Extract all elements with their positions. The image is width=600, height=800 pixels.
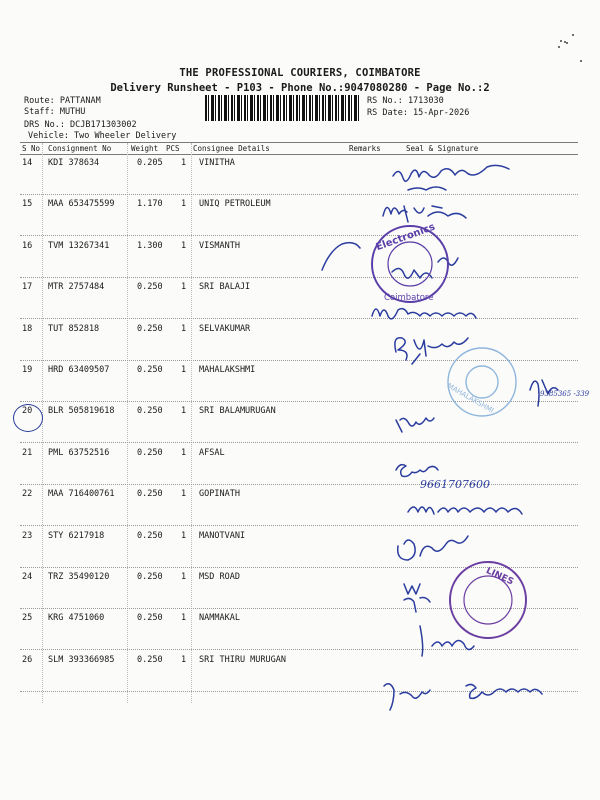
signature-row-15 xyxy=(383,206,466,222)
signature-row-23 xyxy=(398,536,468,560)
row-sno: 23 xyxy=(22,531,33,541)
row-consignee: VINITHA xyxy=(199,158,235,168)
row-pcs: 1 xyxy=(181,158,187,168)
row-sno: 22 xyxy=(22,489,33,499)
vehicle-field: Vehicle: Two Wheeler Delivery xyxy=(28,131,177,141)
row-pcs: 1 xyxy=(181,448,187,458)
row-weight: 0.250 xyxy=(137,655,163,665)
row-consignee: AFSAL xyxy=(199,448,225,458)
electronics-stamp-bottom-text: Coimbatore xyxy=(384,293,434,303)
row-consignment-no: PML 63752516 xyxy=(48,448,110,458)
row-pcs: 1 xyxy=(181,613,187,623)
row-consignment-no: BLR 505819618 xyxy=(48,406,115,416)
row-weight: 0.205 xyxy=(137,158,163,168)
row-consignee: SRI BALAJI xyxy=(199,282,251,292)
row-pcs: 1 xyxy=(181,531,187,541)
signature-row-18 xyxy=(395,338,468,360)
row-pcs: 1 xyxy=(181,406,187,416)
row-consignment-no: KRG 4751060 xyxy=(48,613,105,623)
row-weight: 0.250 xyxy=(137,613,163,623)
row-consignment-no: SLM 393366985 xyxy=(48,655,115,665)
col-remarks: Remarks xyxy=(349,144,381,153)
row-pcs: 1 xyxy=(181,655,187,665)
row-sno: 16 xyxy=(22,241,33,251)
drs-field: DRS No.: DCJB171303002 xyxy=(24,120,137,130)
signature-row-16 xyxy=(322,243,360,270)
row-consignment-no: TUT 852818 xyxy=(48,324,100,334)
signature-row-22 xyxy=(408,507,522,514)
row-weight: 1.300 xyxy=(137,241,163,251)
row-consignee: SRI BALAMURUGAN xyxy=(199,406,276,416)
col-weight: Weight xyxy=(131,144,159,153)
row-weight: 0.250 xyxy=(137,365,163,375)
signature-row-24 xyxy=(404,584,430,612)
row-sno: 20 xyxy=(22,406,33,416)
row-consignee: SRI THIRU MURUGAN xyxy=(199,655,286,665)
row-sno: 18 xyxy=(22,324,33,334)
row-weight: 0.250 xyxy=(137,572,163,582)
row-consignee: VISMANTH xyxy=(199,241,240,251)
row-sno: 15 xyxy=(22,199,33,209)
document-title: THE PROFESSIONAL COURIERS, COIMBATORE xyxy=(179,67,421,79)
row-weight: 1.170 xyxy=(137,199,163,209)
row-consignee: UNIQ PETROLEUM xyxy=(199,199,271,209)
signature-row-21 xyxy=(396,465,438,477)
row-weight: 0.250 xyxy=(137,406,163,416)
row-consignee: MAHALAKSHMI xyxy=(199,365,256,375)
lines-stamp-text: LINES xyxy=(484,565,515,588)
row-consignment-no: MAA 653475599 xyxy=(48,199,115,209)
row-sno: 14 xyxy=(22,158,33,168)
row-weight: 0.250 xyxy=(137,282,163,292)
row-weight: 0.250 xyxy=(137,489,163,499)
mahalakshmi-stamp-text: MAHALAKSHMI xyxy=(445,381,495,415)
row-sno: 19 xyxy=(22,365,33,375)
document-subtitle: Delivery Runsheet - P103 - Phone No.:9047080280 - Page No.:2 xyxy=(110,82,490,94)
row-consignment-no: TVM 13267341 xyxy=(48,241,110,251)
signature-row-17 xyxy=(372,309,476,319)
row-pcs: 1 xyxy=(181,324,187,334)
row-pcs: 1 xyxy=(181,489,187,499)
row-consignee: MSD ROAD xyxy=(199,572,240,582)
signature-row-14 xyxy=(393,165,509,181)
row-consignment-no: KDI 378634 xyxy=(48,158,100,168)
row-pcs: 1 xyxy=(181,199,187,209)
row-consignee: MANOTVANI xyxy=(199,531,246,541)
col-consignee: Consignee Details xyxy=(193,144,270,153)
row-weight: 0.250 xyxy=(137,531,163,541)
col-pcs: PCS xyxy=(166,144,180,153)
staff-field: Staff: MUTHU xyxy=(24,107,86,117)
row-consignment-no: MAA 716400761 xyxy=(48,489,115,499)
row-weight: 0.250 xyxy=(137,448,163,458)
row-consignee: NAMMAKAL xyxy=(199,613,240,623)
handwritten-phone-row-21: 9661707600 xyxy=(420,478,490,491)
row-pcs: 1 xyxy=(181,282,187,292)
route-field: Route: PATTANAM xyxy=(24,96,101,106)
row-consignment-no: MTR 2757484 xyxy=(48,282,105,292)
row-sno: 24 xyxy=(22,572,33,582)
row-consignment-no: STY 6217918 xyxy=(48,531,105,541)
col-sno: S No xyxy=(22,144,41,153)
signature-row-26 xyxy=(384,684,430,710)
row-pcs: 1 xyxy=(181,241,187,251)
row-consignment-no: HRD 63409507 xyxy=(48,365,110,375)
row-pcs: 1 xyxy=(181,365,187,375)
row-pcs: 1 xyxy=(181,572,187,582)
rs-number: RS No.: 1713030 xyxy=(367,96,444,106)
col-consignment: Consignment No xyxy=(48,144,112,153)
row-weight: 0.250 xyxy=(137,324,163,334)
electronics-stamp-top-text: Electronics xyxy=(374,221,437,254)
row-sno: 26 xyxy=(22,655,33,665)
row-consignee: GOPINATH xyxy=(199,489,240,499)
row-sno: 25 xyxy=(22,613,33,623)
row-sno: 21 xyxy=(22,448,33,458)
col-seal: Seal & Signature xyxy=(406,144,479,153)
rs-date: RS Date: 15-Apr-2026 xyxy=(367,108,470,118)
row-consignment-no: TRZ 35490120 xyxy=(48,572,110,582)
handwritten-ref-row-19: 9385365 -339 xyxy=(540,390,590,398)
row-sno: 17 xyxy=(22,282,33,292)
signature-row-20 xyxy=(396,418,434,432)
row-consignee: SELVAKUMAR xyxy=(199,324,251,334)
